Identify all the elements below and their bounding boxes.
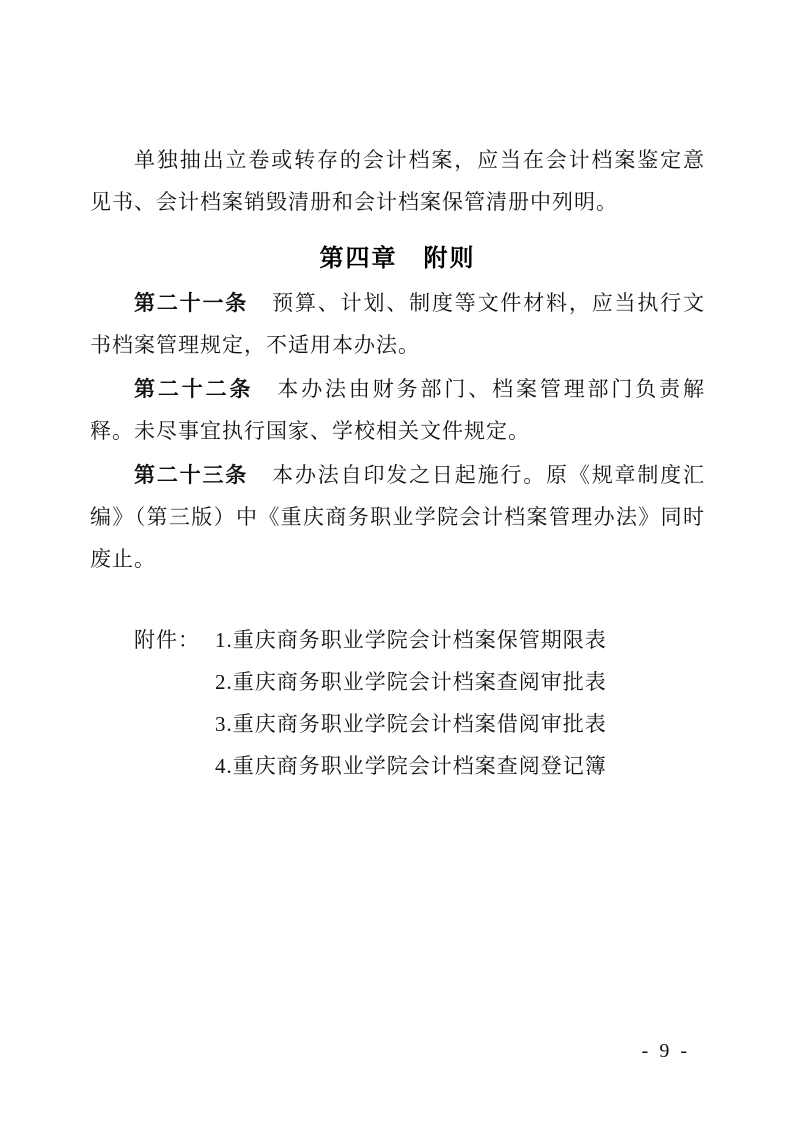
article-number: 第二十一条: [134, 291, 249, 315]
intro-paragraph: 单独抽出立卷或转存的会计档案，应当在会计档案鉴定意见书、会计档案销毁清册和会计档案保管清册中列明。: [90, 148, 705, 214]
article-number: 第二十二条: [134, 377, 254, 401]
attachments-block: [90, 619, 705, 787]
attachment-item: 3.重庆商务职业学院会计档案借阅审批表: [215, 712, 607, 736]
page-number: - 9 -: [641, 1040, 690, 1062]
document-content: [90, 0, 705, 787]
article-paragraph-21: [90, 282, 705, 366]
chapter-heading: 第四章 附则: [319, 245, 476, 272]
attachment-item: 4.重庆商务职业学院会计档案查阅登记簿: [215, 754, 607, 778]
article-number: 第二十三条: [134, 463, 249, 487]
attachments-label: 附件：: [134, 628, 200, 652]
attachment-line: [90, 619, 705, 661]
article-paragraph-23: [90, 454, 705, 580]
article-text: 预算、计划、制度等文件材料，应当执行文书档案管理规定，不适用本办法。: [90, 291, 706, 357]
article-text: 本办法由财务部门、档案管理部门负责解释。未尽事宜执行国家、学校相关文件规定。: [90, 377, 706, 443]
attachment-item: 1.重庆商务职业学院会计档案保管期限表: [215, 628, 607, 652]
attachment-item: 2.重庆商务职业学院会计档案查阅审批表: [215, 670, 607, 694]
article-paragraph-22: [90, 368, 705, 452]
article-text: 本办法自印发之日起施行。原《规章制度汇编》（第三版）中《重庆商务职业学院会计档案管理办法》同时废止。: [90, 463, 706, 571]
